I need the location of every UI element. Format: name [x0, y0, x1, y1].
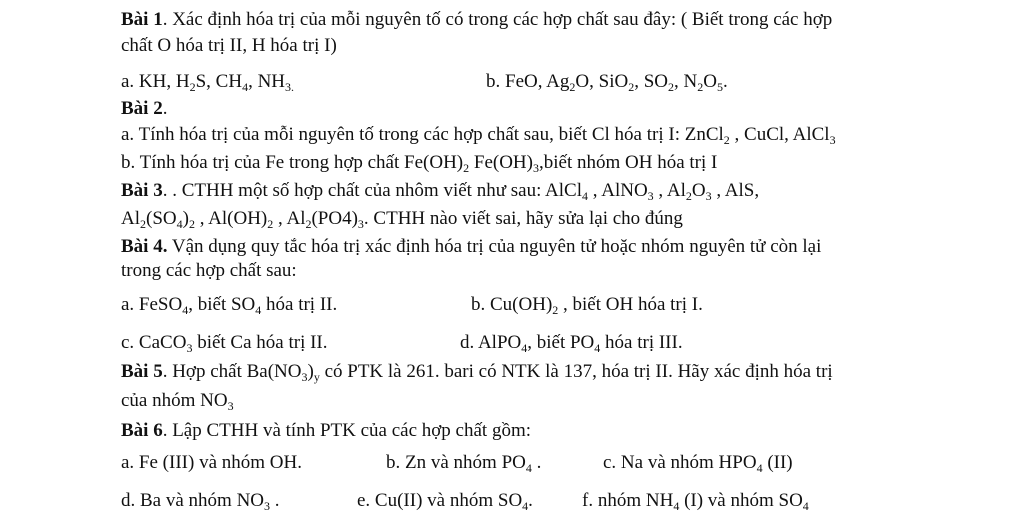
line-bai5-cont — [121, 390, 234, 412]
subscript: 4 — [521, 341, 528, 355]
text-run: S, CH — [195, 71, 243, 92]
line-bai6-b — [386, 452, 541, 474]
text-run: biết Ca hóa trị II. — [192, 332, 328, 353]
text-run: . Hợp chất Ba(NO — [162, 361, 302, 382]
text-run: (SO — [146, 208, 177, 229]
text-run: f. nhóm NH — [582, 490, 674, 511]
exercise-label: Bài 1 — [121, 9, 163, 30]
text-run: . CTHH nào viết sai, hãy sửa lại cho đúng — [363, 208, 683, 229]
subscript: 4 — [255, 303, 262, 317]
text-run: e. Cu(II) và nhóm SO — [357, 490, 523, 511]
text-run: , AlNO — [588, 180, 648, 201]
text-run: . — [270, 490, 280, 511]
line-bai3-cont — [121, 208, 683, 230]
line-bai6-e — [357, 490, 533, 512]
exercise-label: Bài 2 — [121, 98, 163, 119]
text-run: Vận dụng quy tắc hóa trị xác định hóa trị của nguyên tử hoặc nhóm nguyên tử còn lại — [167, 236, 822, 257]
line-bai3-title — [121, 180, 759, 202]
exercise-label: Bài 3 — [121, 180, 163, 201]
line-bai6-a — [121, 452, 302, 474]
exercise-label: Bài 5 — [121, 361, 163, 382]
subscript: 2 — [140, 217, 146, 231]
line-bai1-cont — [121, 35, 337, 57]
text-run: a. FeSO — [121, 294, 183, 315]
text-run: , Al — [273, 208, 306, 229]
text-run: , N — [674, 71, 698, 92]
text-run: , CuCl, AlCl — [729, 124, 830, 145]
text-run: ,biết nhóm OH hóa trị I — [538, 152, 718, 173]
text-run: d. AlPO — [460, 332, 522, 353]
subscript: 2 — [685, 189, 692, 203]
text-run: (I) và nhóm SO — [679, 490, 803, 511]
line-bai4-b — [471, 294, 703, 316]
text-run: Al — [121, 208, 140, 229]
subscript: 4 — [522, 499, 529, 513]
line-bai5-title — [121, 361, 833, 383]
text-run: b. Tính hóa trị của Fe trong hợp chất Fe(OH) — [121, 152, 464, 173]
subscript: 3 — [227, 399, 234, 413]
subscript: 4 — [673, 499, 680, 513]
line-bai4-c — [121, 332, 328, 354]
line-bai1-title — [121, 9, 832, 31]
text-run: . . CTHH một số hợp chất của nhôm viết như sau: AlCl — [162, 180, 583, 201]
subscript: 3 — [647, 189, 654, 203]
text-run: d. Ba và nhóm NO — [121, 490, 265, 511]
line-bai2-title — [121, 98, 167, 120]
text-run: O, SiO — [575, 71, 629, 92]
subscript: 3 — [301, 370, 308, 384]
subscript: 2 — [552, 303, 559, 317]
text-run: c. Na và nhóm HPO — [603, 452, 757, 473]
subscript: 2 — [723, 133, 730, 147]
text-run: chất O hóa trị II, H hóa trị I) — [121, 35, 337, 56]
line-bai4-cont — [121, 260, 297, 282]
subscript: 4 — [802, 499, 809, 513]
line-bai4-title — [121, 236, 821, 258]
subscript: 3 — [705, 189, 712, 203]
text-run: . Lập CTHH và tính PTK của các hợp chất gồm: — [162, 420, 532, 441]
line-bai2-b — [121, 152, 717, 174]
subscript: 2 — [189, 80, 196, 94]
line-bai1-b — [486, 71, 728, 93]
text-run: trong các hợp chất sau: — [121, 260, 297, 281]
text-run: b. Zn và nhóm PO — [386, 452, 526, 473]
subscript: 4 — [242, 80, 249, 94]
line-bai2-a — [121, 124, 836, 146]
text-run: ) — [307, 361, 314, 382]
subscript: 3 — [264, 499, 271, 513]
text-run: , biết SO — [188, 294, 256, 315]
text-run: O — [703, 71, 717, 92]
text-run: (II) — [762, 452, 793, 473]
text-run: ) — [182, 208, 189, 229]
subscript: 2 — [628, 80, 635, 94]
text-run: của nhóm NO — [121, 390, 228, 411]
line-bai4-d — [460, 332, 683, 354]
subscript: 3 — [357, 217, 364, 231]
text-run: c. CaCO — [121, 332, 187, 353]
subscript: 4 — [525, 461, 532, 475]
subscript: y — [313, 370, 320, 384]
text-run: , biết OH hóa trị I. — [558, 294, 703, 315]
text-run: a. KH, H — [121, 71, 190, 92]
text-run: , biết PO — [527, 332, 595, 353]
subscript: 4 — [756, 461, 763, 475]
text-run: hóa trị III. — [600, 332, 683, 353]
text-run: , Al — [653, 180, 686, 201]
text-run: . — [531, 452, 542, 473]
text-run: có PTK là 261. bari có NTK là 137, hóa trị II. Hãy xác định hóa trị — [319, 361, 833, 382]
text-run: . Xác định hóa trị của mỗi nguyên tố có trong các hợp chất sau đây: ( Biết trong các hợp — [162, 9, 833, 30]
text-run: , NH — [248, 71, 286, 92]
text-run: b. FeO, Ag — [486, 71, 570, 92]
text-run: . — [722, 71, 728, 92]
subscript: 4 — [182, 303, 189, 317]
subscript: 2 — [188, 217, 195, 231]
subscript: 4 — [594, 341, 601, 355]
text-run: , AlS, — [711, 180, 760, 201]
subscript: 3. — [285, 80, 295, 94]
subscript: 4 — [582, 189, 589, 203]
text-run: . — [162, 98, 168, 119]
subscript: 2 — [463, 161, 470, 175]
line-bai1-a — [121, 71, 294, 93]
line-bai6-c — [603, 452, 793, 474]
text-run: Fe(OH) — [469, 152, 533, 173]
subscript: 5 — [716, 80, 723, 94]
subscript: 3 — [532, 161, 539, 175]
text-run: a. Fe (III) và nhóm OH. — [121, 452, 302, 473]
subscript: 3 — [186, 341, 193, 355]
exercise-label: Bài 4. — [121, 236, 168, 257]
text-run: , Al(OH) — [194, 208, 268, 229]
subscript: 3 — [829, 133, 836, 147]
subscript: 2 — [569, 80, 576, 94]
line-bai4-a — [121, 294, 337, 316]
text-run: (PO4) — [311, 208, 358, 229]
text-run: , SO — [634, 71, 668, 92]
text-run: a. Tính hóa trị của mỗi nguyên tố trong các hợp chất sau, biết Cl hóa trị I: ZnCl — [121, 124, 724, 145]
subscript: 2 — [305, 217, 312, 231]
line-bai6-f — [582, 490, 809, 512]
text-run: . — [528, 490, 533, 511]
line-bai6-title — [121, 420, 531, 442]
text-run: hóa trị II. — [261, 294, 338, 315]
subscript: 2 — [697, 80, 704, 94]
exercise-label: Bài 6 — [121, 420, 163, 441]
subscript: 2 — [267, 217, 274, 231]
subscript: 4 — [176, 217, 183, 231]
text-run: b. Cu(OH) — [471, 294, 553, 315]
subscript: 2 — [668, 80, 674, 94]
line-bai6-d — [121, 490, 280, 512]
text-run: O — [691, 180, 706, 201]
